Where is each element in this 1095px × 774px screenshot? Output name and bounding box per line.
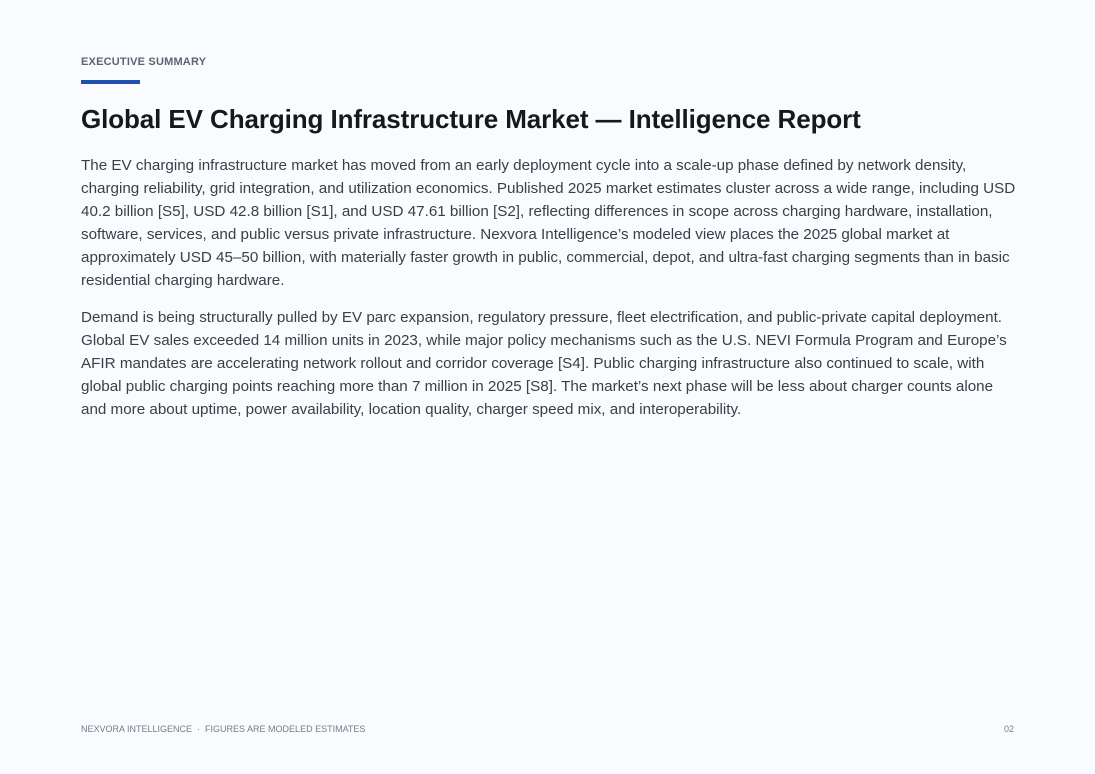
section-kicker: EXECUTIVE SUMMARY [81,56,207,68]
page-footer [81,724,1014,734]
summary-paragraph-2: Demand is being structurally pulled by EV parc expansion, regulatory pressure, fleet electrification, and public-private capital deployment. Global EV sales exceeded 14 million units in 2023, while major policy mechanisms such as the U.S. NEVI Formula Program and Europe’s AFIR mandates are accelerating network rollout and corridor coverage [S4]. Public charging infrastructure also continued to scale, with global public charging points reaching more than 7 million in 2025 [S8]. The market’s next phase will be less about charger counts alone and more about uptime, power availability, location quality, charger speed mix, and interoperability. [81,309,1007,418]
accent-rule [81,80,140,84]
executive-summary-body [81,154,1017,435]
page-title: Global EV Charging Infrastructure Market — Intelligence Report [81,104,861,134]
footer-brand: NEXVORA INTELLIGENCE [81,724,193,734]
footer-separator: · [197,724,201,734]
footer-note: FIGURES ARE MODELED ESTIMATES [205,724,366,734]
page-number: 02 [1003,724,1014,734]
footer-left [81,724,365,734]
summary-paragraph-1: The EV charging infrastructure market has moved from an early deployment cycle into a scale-up phase defined by network density, charging reliability, grid integration, and utilization economics. Published 2025 market estimates cluster across a wide range, including USD 40.2 billion [S5], USD 42.8 billion [S1], and USD 47.61 billion [S2], reflecting differences in scope across charging hardware, installation, software, services, and public versus private infrastructure. Nexvora Intelligence’s modeled view places the 2025 global market at approximately USD 45–50 billion, with materially faster growth in public, commercial, depot, and ultra-fast charging segments than in basic residential charging hardware. [81,157,1016,289]
report-page [81,0,1016,774]
